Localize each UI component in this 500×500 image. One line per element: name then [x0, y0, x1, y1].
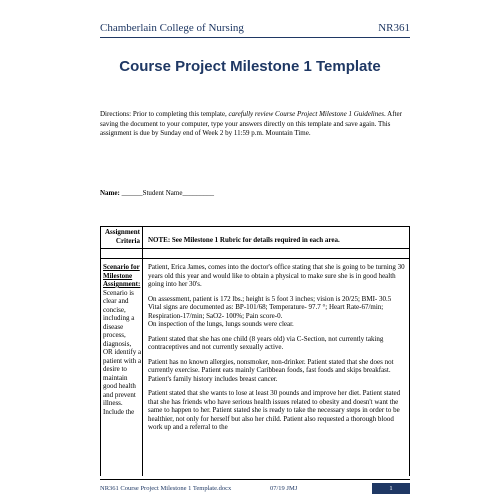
- directions-prefix: Directions: Prior to completing this template,: [100, 110, 229, 118]
- header-course-code: NR361: [378, 22, 410, 34]
- page-header: [100, 20, 410, 38]
- scenario-paragraph: Patient stated that she has one child (8 years old) via C-Section, not currently taking contraceptives and not currently sexually active.: [148, 334, 384, 351]
- footer-page-number: 1: [372, 483, 410, 494]
- directions-suffix: . After saving the document to your computer, type your answers directly on this template and save again. This assignment is due by Sunday end of Week 2 by 11:59 p.m. Mountain Time.: [100, 110, 402, 137]
- scenario-paragraph: Vital signs are documented as: BP-101/68; Temperature- 97.7 °; Heart Rate-67/min; Respiration-17/min; SaO2- 100%; Pain score-0.: [148, 303, 384, 320]
- scenario-paragraph: On inspection of the lungs, lungs sounds were clear.: [148, 320, 294, 328]
- table-header-row: [101, 227, 409, 249]
- criteria-cell: [101, 259, 143, 476]
- header-college-name: Chamberlain College of Nursing: [100, 22, 244, 34]
- spacer-right-cell: [143, 249, 409, 258]
- name-placeholder[interactable]: Student Name: [142, 189, 183, 197]
- name-blank-1: ______: [121, 189, 143, 197]
- criteria-title: Scenario for Milestone Assignment:: [103, 263, 141, 288]
- criteria-table: [100, 226, 410, 476]
- directions-paragraph: [100, 110, 410, 139]
- table-spacer-row: [101, 249, 409, 259]
- scenario-answer-cell[interactable]: [143, 259, 409, 476]
- document-title: Course Project Milestone 1 Template: [119, 58, 381, 75]
- name-blank-2: _________: [182, 189, 214, 197]
- header-criteria-cell: Assignment Criteria: [101, 227, 143, 248]
- table-row: [101, 259, 409, 476]
- scenario-paragraph: Patient stated that she wants to lose at least 30 pounds and improve her diet. Patient stated that she has friends who have serious health issues related to obesity and doesn't want the same to happen to her. Patient stated she is ready to take the necessary steps in order to be healthier, not only for herself but also her child. Patient also requested a thorough blood work up and a referral to the: [148, 389, 401, 431]
- scenario-paragraph: Patient has no known allergies, nonsmoker, non-drinker. Patient stated that she does not currently exercise. Patient eats mainly Caribbean foods, fast foods and skips breakfast. Patient's family history includes breast cancer.: [148, 357, 394, 383]
- criteria-description: Scenario is clear and concise, including a disease process, diagnosis, OR identify a patient with a desire to maintain good health and prevent illness. Include the: [103, 288, 142, 416]
- scenario-paragraph: On assessment, patient is 172 lbs.; height is 5 foot 3 inches; vision is 20/25; BMI- 30.5: [148, 294, 392, 303]
- footer-document-name: NR361 Course Project Milestone 1 Template.docx: [100, 484, 232, 492]
- directions-emphasis: carefully review Course Project Milestone 1 Guidelines: [228, 110, 385, 118]
- name-line: [100, 189, 410, 197]
- name-label: Name:: [100, 189, 120, 197]
- header-note-cell: NOTE: See Milestone 1 Rubric for details required in each area.: [148, 236, 340, 244]
- spacer-left-cell: [101, 249, 143, 259]
- footer-date: 07/19 JMJ: [270, 484, 298, 492]
- page-footer: [100, 479, 410, 493]
- scenario-paragraph: Patient, Erica James, comes into the doctor's office stating that she is going to be turning 30 years old this year and would like to obtain a physical to make sure she is in good health going into her 30's.: [148, 263, 405, 288]
